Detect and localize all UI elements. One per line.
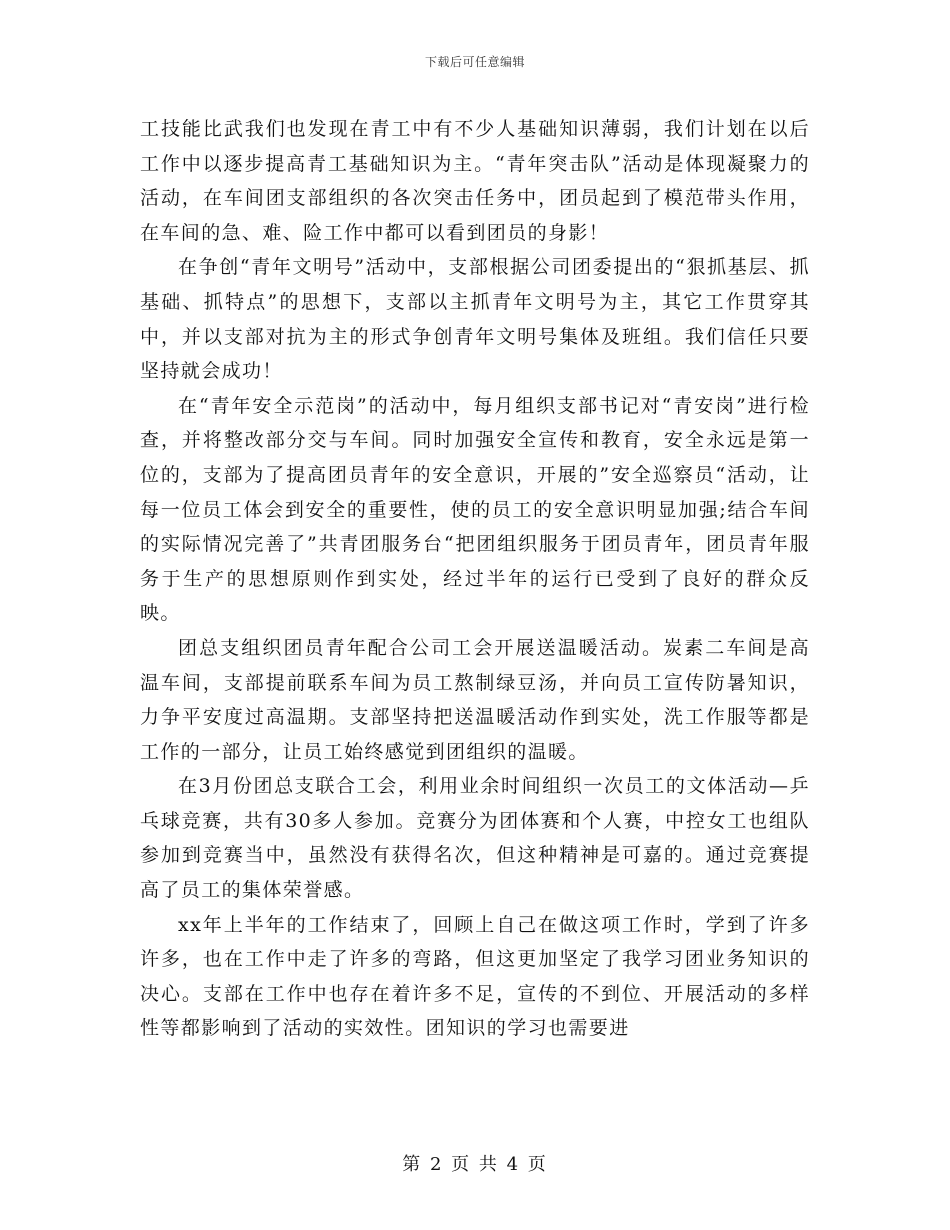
- paragraph-warmth-activity: 团总支组织团员青年配合公司工会开展送温暖活动。炭素二车间是高温车间，支部提前联系车间为员工熬制绿豆汤，并向员工宣传防暑知识，力争平安度过高温期。支部坚持把送温暖活动作到实处，洗工作服等都是工作的一部分，让员工始终感觉到团组织的温暖。: [140, 636, 810, 763]
- paragraph-table-tennis: 在3月份团总支联合工会，利用业余时间组织一次员工的文体活动—乒乓球竞赛，共有30多人参加。竞赛分为团体赛和个人赛，中控女工也组队参加到竞赛当中，虽然没有获得名次，但这种精神是可嘉的。通过竞赛提高了员工的集体荣誉感。: [140, 775, 810, 902]
- paragraph-civilization-post: 在争创“青年文明号”活动中，支部根据公司团委提出的“狠抓基层、抓基础、抓特点”的思想下，支部以主抓青年文明号为主，其它工作贯穿其中，并以支部对抗为主的形式争创青年文明号集体及班组。我们信任只要坚持就会成功！: [140, 256, 810, 383]
- paragraph-summary: xx年上半年的工作结束了，回顾上自己在做这项工作时，学到了许多许多，也在工作中走了许多的弯路，但这更加坚定了我学习团业务知识的决心。支部在工作中也存在着许多不足，宣传的不到位、开展活动的多样性等都影响到了活动的实效性。团知识的学习也需要进: [140, 913, 810, 1040]
- document-body: [140, 112, 810, 1046]
- paragraph-continuation: 工技能比武我们也发现在青工中有不少人基础知识薄弱，我们计划在以后工作中以逐步提高青工基础知识为主。“青年突击队”活动是体现凝聚力的活动，在车间团支部组织的各次突击任务中，团员起到了模范带头作用，在车间的急、难、险工作中都可以看到团员的身影！: [140, 118, 810, 244]
- paragraph-safety-post: 在“青年安全示范岗”的活动中，每月组织支部书记对“青安岗”进行检查，并将整改部分交与车间。同时加强安全宣传和教育，安全永远是第一位的，支部为了提高团员青年的安全意识，开展的”安全巡察员“活动，让每一位员工体会到安全的重要性，使的员工的安全意识明显加强;结合车间的实际情况完善了”共青团服务台“把团组织服务于团员青年，团员青年服务于生产的思想原则作到实处，经过半年的运行已受到了良好的群众反映。: [140, 394, 810, 625]
- page-number-footer: 第 2 页 共 4 页: [402, 1154, 548, 1175]
- page-header: 下载后可任意编辑: [424, 55, 525, 69]
